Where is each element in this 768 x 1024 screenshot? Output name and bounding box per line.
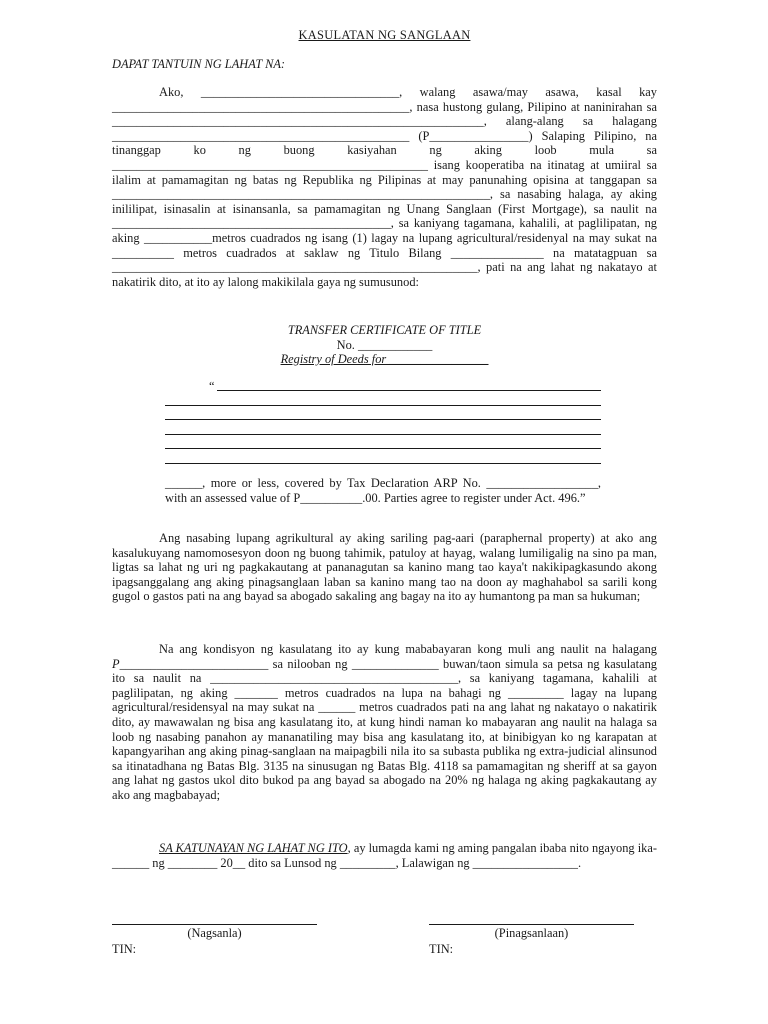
paragraph-ownership-text: Ang nasabing lupang agrikultural ay aking sariling pag-aari (paraphernal property) at ako ang kasalukuyang namomosesyon doon ng buong tahimik, patuloy at hayag, walang lumiligalig na sino pa man, ligtas sa lahat ng uri ng pagkakautang at pananagutan sa kanino mang tao kaya't nakikipagkasundo akong ipagsanggalang ang aking pinagsanglaan laban sa kanino mang tao na doon ay maghahabol sa sarili kong gugol o gastos pati na ang bayad sa abogado sakaling ang bagay na ito ay humantong pa man sa hukuman; xyxy=(112,531,657,604)
peso-sign: P xyxy=(112,656,120,671)
paragraph-condition-prefix: Na ang kondisyon ng kasulatang ito ay kung mababayaran kong muli ang naulit na halagang xyxy=(159,642,657,656)
description-line-6 xyxy=(165,463,601,464)
description-line-3 xyxy=(165,419,601,420)
signature-line-mortgagor xyxy=(112,912,317,925)
paragraph-attestation xyxy=(112,841,657,870)
signature-role-mortgagor: (Nagsanla) xyxy=(187,926,242,940)
signature-line-mortgagee xyxy=(429,912,634,925)
tct-registry: Registry of Deeds for ________________ xyxy=(280,352,489,366)
salutation: DAPAT TANTUIN NG LAHAT NA: xyxy=(112,57,286,71)
paragraph-declaration-text: Ako, ________________________________, walang asawa/may asawa, kasal kay ________________________________________________, nasa hustong gulang, Pilipino at naninirahan sa ____________________________________________________________, alang-alang sa halagang ________________________________________________ (P________________) Salaping Pilipino, na tinanggap ko ng buong kasiyahan ng aking loob mula sa ___________________________________________________ isang kooperatiba na itinatag at umiiral sa ilalim at pamamagitan ng batas ng Republika ng Pilipinas at may panunahing opisina at tanggapan sa _____________________________________________________________, sa nasabing halaga, ay aking inililipat, isinasalin at isinansanla, sa pamamagitan ng Unang Sanglaan (First Mortgage), sa naulit na _____________________________________________, sa kaniyang tagamana, kahalili, at paglilipatan, ng aking ___________metros cuadrados ng isang (1) lagay na lupang agricultural/residenyal na may sukat na __________ metros cuadrados at saklaw ng Titulo Bilang _______________ na matatagpuan sa ___________________________________________________________, pati na ang lahat ng nakatayo at nakatirik dito, at ito ay lalong makikilala gaya ng sumusunod: xyxy=(112,85,657,289)
property-description-tail: ______, more or less, covered by Tax Declaration ARP No. __________________, with an assessed value of P__________.00. Parties agree to register under Act. 496.” xyxy=(165,476,601,505)
document-title: KASULATAN NG SANGLAAN xyxy=(298,28,471,42)
signature-block-mortgagee xyxy=(429,912,634,956)
document-page xyxy=(112,0,657,1024)
signature-block-mortgagor xyxy=(112,912,317,956)
paragraph-condition-text: ________________________ sa nilooban ng ______________ buwan/taon simula sa petsa ng kasulatang ito sa naulit na ________________________________________, sa kaniyang tagamana, kahalili at paglilipatan, ng aking _______ metros cuadrados na lupa na bahagi ng _________ lagay na lupang agricultural/residensyal na may sukat na ______ metros cuadrados pati na ang lahat ng nakatayo o nakatirik dito, ay mawawalan ng bisa ang kasulatang ito, at kung hindi naman ko mabayaran ang naulit na halaga sa loob ng nasabing panahon ay mananatiling may bisa ang kasulatang ito, at binibigyan ko ng karapatan at kapangyarihan ang aking pinag-sanglaan na maipagbili nila ito sa subasta publika ng extra-judicial alinsunod sa itinatadhana ng Batas Blg. 3135 na sinusugan ng Batas Blg. 4118 sa pamamagitan ng sheriff at sa gayon ang lahat ng gastos ukol dito bukod pa ang bayad sa abogado na 20% ng halaga ng aking pagkakautang ay ako ang magbabayad; xyxy=(112,656,657,802)
tct-title: TRANSFER CERTIFICATE OF TITLE xyxy=(287,323,482,337)
tin-label-mortgagor: TIN: xyxy=(112,941,137,956)
paragraph-declaration xyxy=(112,85,657,289)
quote-open-mark: “ xyxy=(209,379,215,393)
description-line-5 xyxy=(165,448,601,449)
description-line-4 xyxy=(165,434,601,435)
description-line-1 xyxy=(217,390,601,391)
description-line-2 xyxy=(165,405,601,406)
attestation-lead: SA KATUNAYAN NG LAHAT NG ITO xyxy=(159,841,348,855)
signature-role-mortgagee: (Pinagsanlaan) xyxy=(494,926,569,940)
tin-label-mortgagee: TIN: xyxy=(429,941,454,956)
paragraph-ownership xyxy=(112,531,657,604)
paragraph-condition xyxy=(112,642,657,803)
tct-number: No. ____________ xyxy=(336,338,433,352)
paragraph-attestation-text: , ay lumagda kami ng aming pangalan ibaba nito ngayong ika-______ ng ________ 20__ dito sa Lunsod ng _________, Lalawigan ng _________________. xyxy=(112,841,657,870)
